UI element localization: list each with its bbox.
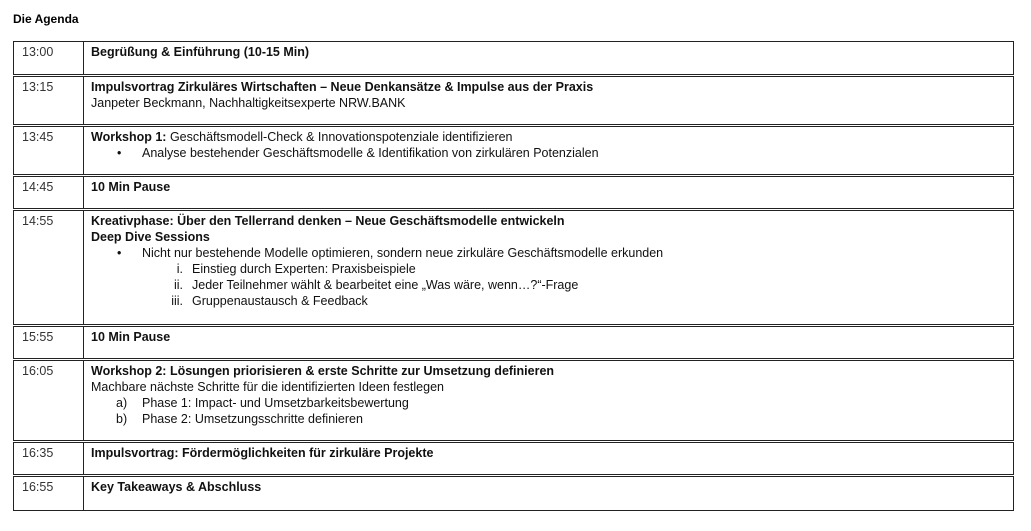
time-cell: 14:45 — [14, 176, 84, 210]
sub-item-marker: b) — [116, 412, 128, 426]
content-cell — [84, 476, 1014, 511]
agenda-row — [14, 42, 1014, 76]
agenda-row — [14, 476, 1014, 511]
sub-item — [91, 395, 1007, 411]
session-title: Begrüßung & Einführung (10-15 Min) — [91, 45, 310, 59]
bullet-item — [91, 245, 1007, 261]
sub-item-text: Einstieg durch Experten: Praxisbeispiele — [192, 262, 416, 276]
session-title-rest: Geschäftsmodell-Check & Innovationspotenziale identifizieren — [166, 130, 513, 144]
sub-item — [91, 293, 1007, 309]
agenda-row — [14, 210, 1014, 326]
content-cell — [84, 442, 1014, 476]
content-cell — [84, 210, 1014, 326]
session-description: Machbare nächste Schritte für die identifizierten Ideen festlegen — [91, 380, 444, 394]
content-cell — [84, 76, 1014, 126]
time-cell: 13:15 — [14, 76, 84, 126]
agenda-row — [14, 76, 1014, 126]
time-cell: 16:05 — [14, 360, 84, 442]
time-cell: 14:55 — [14, 210, 84, 326]
speaker-line: Janpeter Beckmann, Nachhaltigkeitsexperte NRW.BANK — [91, 96, 406, 110]
sub-item — [91, 411, 1007, 427]
session-title: Key Takeaways & Abschluss — [91, 480, 262, 494]
session-title: Impulsvortrag Zirkuläres Wirtschaften – Neue Denkansätze & Impulse aus der Praxis — [91, 80, 594, 94]
time-cell: 13:00 — [14, 42, 84, 76]
time-cell: 16:55 — [14, 476, 84, 511]
content-cell — [84, 176, 1014, 210]
agenda-row — [14, 360, 1014, 442]
session-title: Impulsvortrag: Fördermöglichkeiten für zirkuläre Projekte — [91, 446, 434, 460]
bullet-icon: • — [117, 246, 122, 260]
content-cell — [84, 326, 1014, 360]
sub-item — [91, 277, 1007, 293]
bullet-icon: • — [117, 146, 122, 160]
sub-item-text: Phase 1: Impact- und Umsetzbarkeitsbewertung — [142, 396, 409, 410]
session-title: 10 Min Pause — [91, 330, 171, 344]
agenda-row — [14, 442, 1014, 476]
time-cell: 15:55 — [14, 326, 84, 360]
content-cell — [84, 42, 1014, 76]
session-title: Workshop 2: Lösungen priorisieren & erste Schritte zur Umsetzung definieren — [91, 364, 555, 378]
agenda-row — [14, 176, 1014, 210]
bullet-text: Nicht nur bestehende Modelle optimieren, sondern neue zirkuläre Geschäftsmodelle erkunden — [142, 246, 664, 260]
bullet-text: Analyse bestehender Geschäftsmodelle & Identifikation von zirkulären Potenzialen — [142, 146, 599, 160]
sub-item-text: Jeder Teilnehmer wählt & bearbeitet eine „Was wäre, wenn…?“-Frage — [192, 278, 579, 292]
content-cell — [84, 126, 1014, 176]
sub-item — [91, 261, 1007, 277]
sub-item-text: Gruppenaustausch & Feedback — [192, 294, 368, 308]
session-title: 10 Min Pause — [91, 180, 171, 194]
time-cell: 13:45 — [14, 126, 84, 176]
sub-item-marker: ii. — [173, 278, 183, 292]
agenda-table — [13, 41, 1014, 511]
sub-item-marker: iii. — [171, 294, 183, 308]
sub-item-marker: i. — [176, 262, 183, 276]
content-cell — [84, 360, 1014, 442]
session-subtitle: Deep Dive Sessions — [91, 230, 210, 244]
page-title: Die Agenda — [13, 12, 79, 26]
agenda-row — [14, 126, 1014, 176]
session-title: Kreativphase: Über den Tellerrand denken – Neue Geschäftsmodelle entwickeln — [91, 214, 565, 228]
sub-item-marker: a) — [116, 396, 128, 410]
time-cell: 16:35 — [14, 442, 84, 476]
session-title-line — [91, 129, 1007, 145]
sub-item-text: Phase 2: Umsetzungsschritte definieren — [142, 412, 363, 426]
bullet-item — [91, 145, 1007, 161]
agenda-row — [14, 326, 1014, 360]
session-title-bold: Workshop 1: — [91, 130, 167, 144]
